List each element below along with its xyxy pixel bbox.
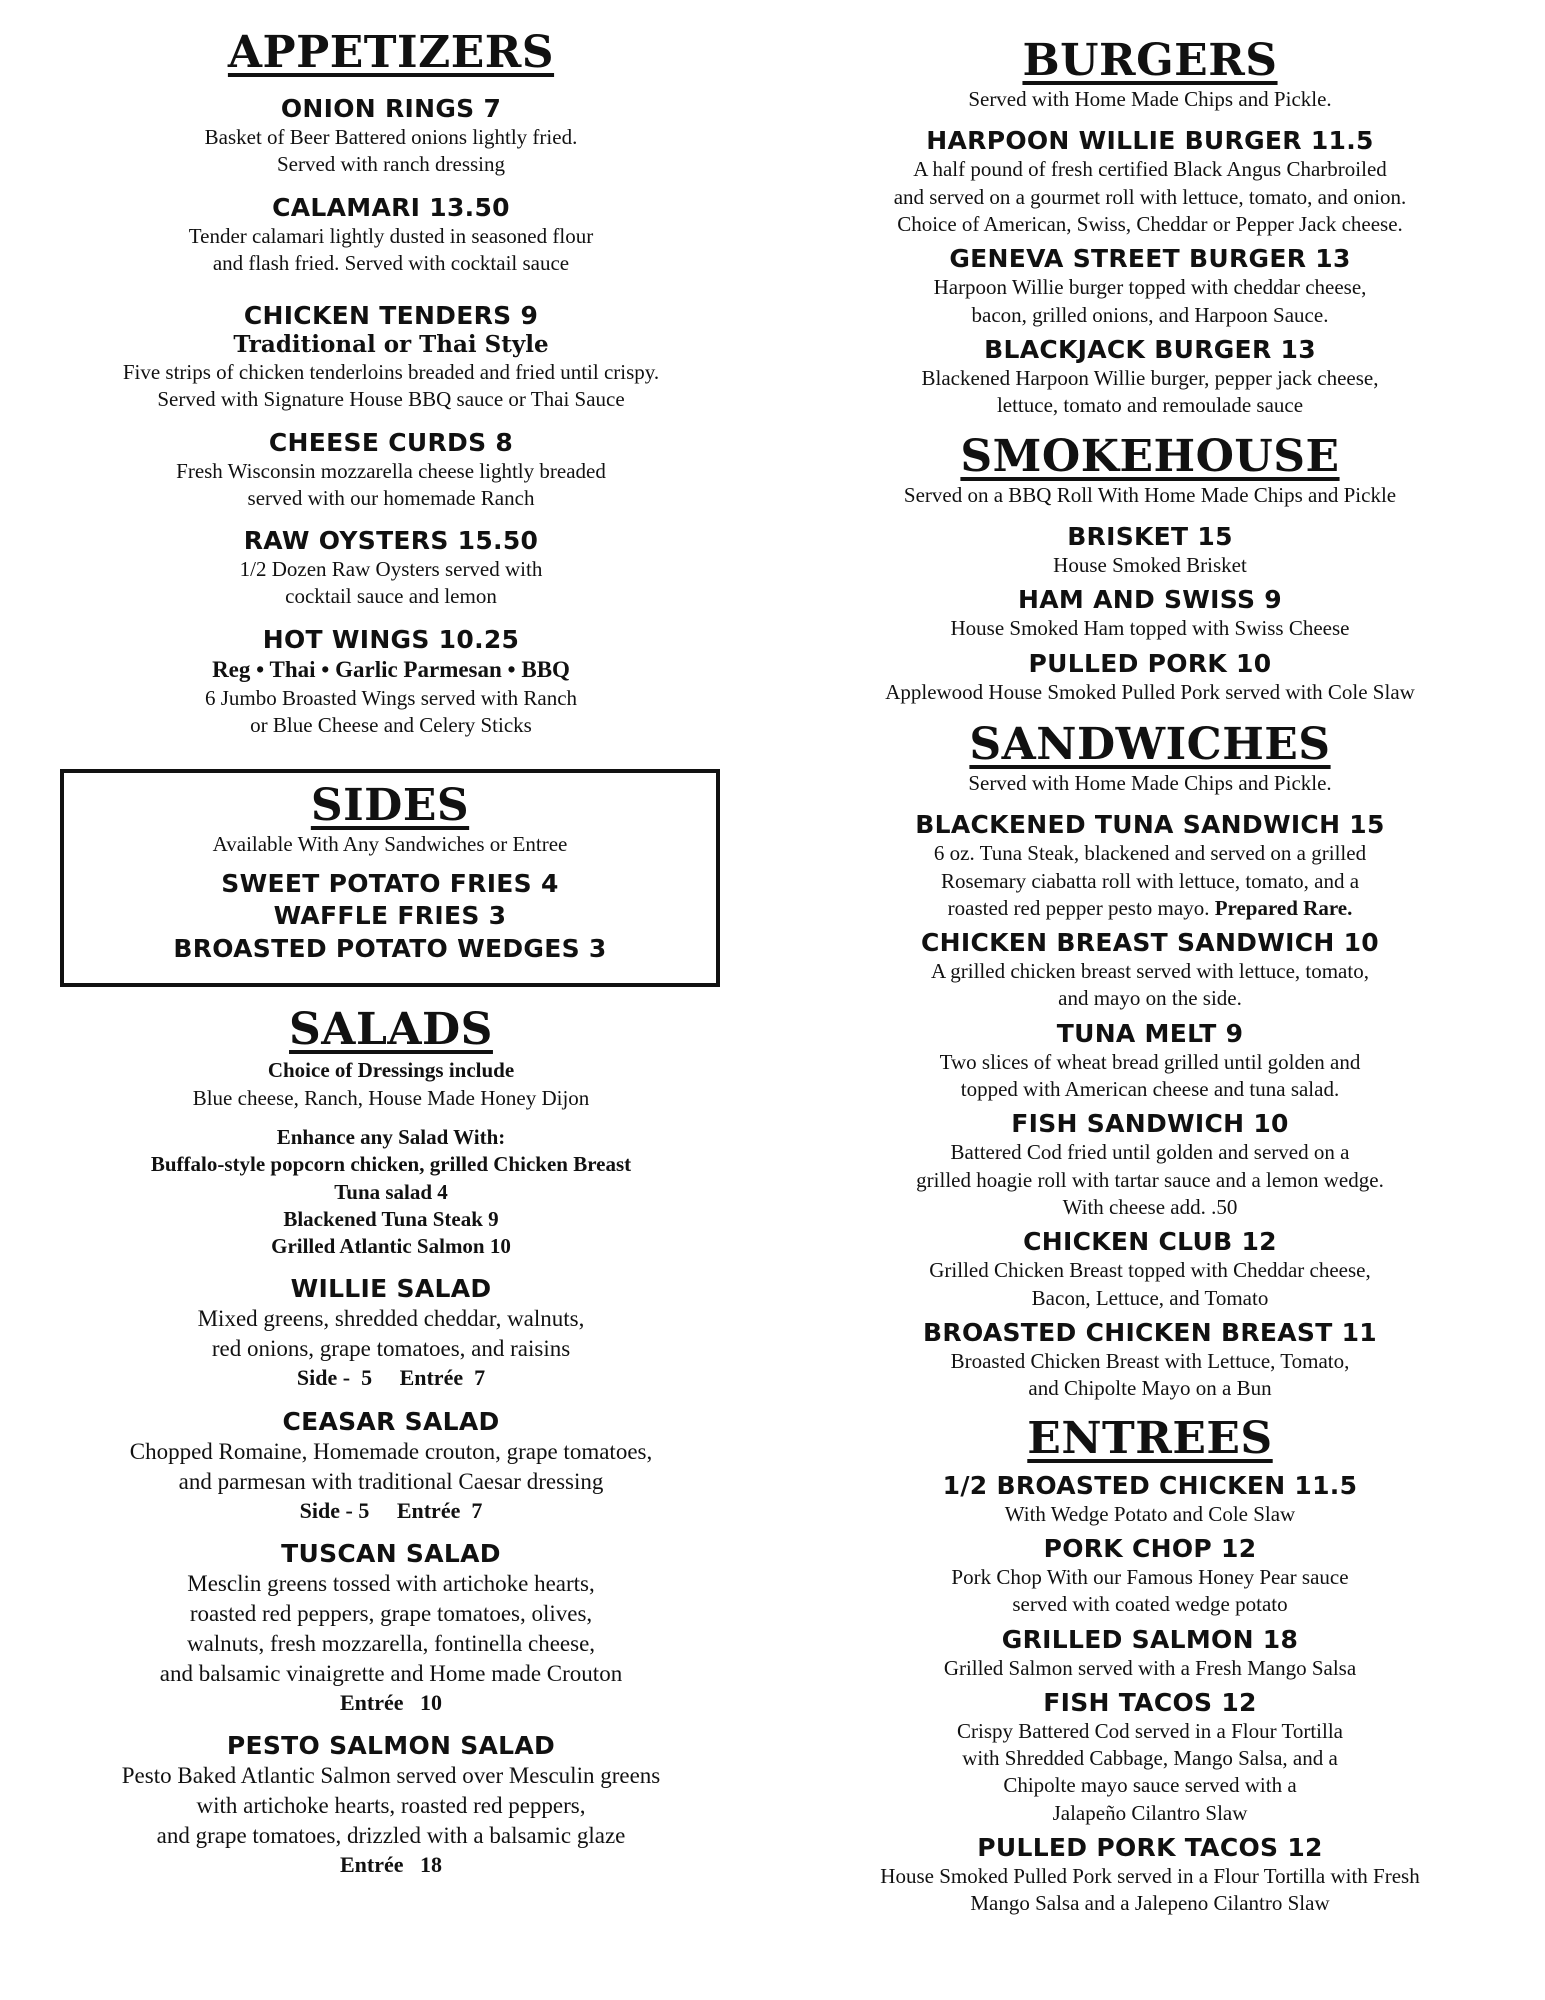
item-desc: Applewood House Smoked Pulled Pork served with Cole Slaw (885, 679, 1415, 704)
sides-subtitle: Available With Any Sandwiches or Entree (212, 832, 568, 857)
burgers-heading: BURGERS (1022, 35, 1278, 86)
item-desc: walnuts, fresh mozzarella, fontinella cheese, (186, 1630, 596, 1656)
enhance-line: Enhance any Salad With: (276, 1124, 506, 1149)
item-desc: House Smoked Ham topped with Swiss Cheese (950, 616, 1350, 641)
item-desc: Mixed greens, shredded cheddar, walnuts, (197, 1306, 585, 1332)
item-title: PORK CHOP 12 (1043, 1533, 1257, 1563)
menu-item-chicken-breast-sandwich (800, 928, 1500, 1013)
item-title: CHICKEN BREAST SANDWICH 10 (921, 928, 1379, 958)
menu-item-tuscan-salad (56, 1539, 726, 1717)
menu-item-brisket (800, 522, 1500, 579)
item-title: BRISKET 15 (1067, 521, 1233, 551)
enhance-line: Grilled Atlantic Salmon 10 (271, 1234, 511, 1259)
item-desc: Crispy Battered Cod served in a Flour Tortilla (957, 1718, 1343, 1743)
menu-item-chicken-club (800, 1227, 1500, 1312)
item-desc: or Blue Cheese and Celery Sticks (250, 712, 532, 737)
appetizers-heading: APPETIZERS (227, 27, 555, 78)
item-desc: Two slices of wheat bread grilled until golden and (939, 1049, 1361, 1074)
item-title: FISH TACOS 12 (1043, 1687, 1257, 1717)
sides-box (60, 769, 720, 987)
item-desc: Chopped Romaine, Homemade crouton, grape tomatoes, (129, 1438, 653, 1464)
item-desc: Harpoon Willie burger topped with cheddar cheese, (933, 275, 1367, 300)
item-desc: House Smoked Brisket (1053, 552, 1247, 577)
item-desc: topped with American cheese and tuna salad. (960, 1077, 1340, 1102)
entrees-heading: ENTREES (1027, 1413, 1273, 1465)
menu-item-half-broasted-chicken (800, 1471, 1500, 1528)
item-desc: Pork Chop With our Famous Honey Pear sauce (951, 1564, 1349, 1589)
sandwiches-subtitle: Served with Home Made Chips and Pickle. (968, 771, 1332, 796)
item-desc: Tender calamari lightly dusted in seasoned flour (188, 223, 594, 248)
item-title: ONION RINGS 7 (280, 94, 502, 124)
item-desc: grilled hoagie roll with tartar sauce and a lemon wedge. (916, 1167, 1384, 1192)
item-desc: Mango Salsa and a Jalepeno Cilantro Slaw (970, 1891, 1330, 1916)
item-desc: Grilled Chicken Breast topped with Cheddar cheese, (929, 1258, 1371, 1283)
menu-item-cheese-curds (56, 428, 726, 513)
item-title: PULLED PORK TACOS 12 (977, 1833, 1323, 1862)
item-desc: With Wedge Potato and Cole Slaw (1004, 1501, 1296, 1526)
appetizers-section (56, 27, 726, 739)
right-column (800, 0, 1500, 1918)
menu-item-blackened-tuna-sandwich (800, 810, 1500, 922)
item-desc: Grilled Salmon served with a Fresh Mango Salsa (943, 1655, 1357, 1680)
menu-item-willie-salad (56, 1274, 726, 1392)
enhance-line: Tuna salad 4 (334, 1179, 448, 1204)
smokehouse-subtitle: Served on a BBQ Roll With Home Made Chips and Pickle (903, 482, 1397, 507)
item-title: HOT WINGS 10.25 (262, 624, 520, 654)
item-title: PESTO SALMON SALAD (226, 1731, 556, 1761)
item-desc: Broasted Chicken Breast with Lettuce, Tomato, (950, 1348, 1350, 1373)
menu-item-chicken-tenders (56, 301, 726, 413)
left-column (56, 0, 726, 1880)
salads-section (56, 1004, 726, 1879)
item-desc-with-note (800, 895, 1500, 922)
item-desc: and served on a gourmet roll with lettuce, tomato, and onion. (893, 184, 1407, 209)
item-desc: and flash fried. Served with cocktail sauce (212, 251, 570, 276)
menu-item-broasted-chicken-breast (800, 1318, 1500, 1403)
item-desc: Jalapeño Cilantro Slaw (1052, 1800, 1248, 1825)
item-title: WILLIE SALAD (290, 1274, 492, 1304)
item-title: RAW OYSTERS 15.50 (243, 526, 539, 556)
item-desc: served with coated wedge potato (1012, 1592, 1288, 1617)
item-desc: With cheese add. .50 (1062, 1194, 1238, 1219)
item-desc: 6 oz. Tuna Steak, blackened and served on a grilled (933, 841, 1367, 866)
item-desc: A half pound of fresh certified Black Angus Charbroiled (913, 157, 1387, 182)
dressings-list: Blue cheese, Ranch, House Made Honey Dijon (192, 1085, 590, 1110)
item-desc: Pesto Baked Atlantic Salmon served over Mesculin greens (121, 1763, 661, 1789)
item-desc: and Chipolte Mayo on a Bun (1028, 1376, 1272, 1401)
item-desc: Fresh Wisconsin mozzarella cheese lightly breaded (176, 458, 606, 483)
menu-item-tuna-melt (800, 1019, 1500, 1104)
item-title: TUSCAN SALAD (281, 1539, 501, 1569)
salads-heading: SALADS (289, 1004, 493, 1056)
item-price: Entrée 18 (339, 1852, 443, 1878)
item-desc: Basket of Beer Battered onions lightly fried. (204, 125, 578, 150)
item-desc: Choice of American, Swiss, Cheddar or Pepper Jack cheese. (897, 212, 1403, 237)
item-subtitle: Reg • Thai • Garlic Parmesan • BBQ (212, 656, 570, 682)
enhance-line: Blackened Tuna Steak 9 (283, 1206, 499, 1231)
burgers-section (800, 35, 1500, 420)
item-desc: A grilled chicken breast served with lettuce, tomato, (931, 959, 1369, 984)
salad-enhancements (56, 1124, 726, 1260)
item-desc: Served with ranch dressing (276, 152, 506, 177)
item-desc: Blackened Harpoon Willie burger, pepper jack cheese, (921, 365, 1379, 390)
item-desc: Five strips of chicken tenderloins breaded and fried until crispy. (122, 359, 660, 384)
item-title: GENEVA STREET BURGER 13 (949, 244, 1351, 274)
item-desc: Bacon, Lettuce, and Tomato (1031, 1285, 1269, 1310)
menu-item-blackjack-burger (800, 335, 1500, 420)
menu-item-calamari (56, 193, 726, 278)
menu-item-pesto-salmon-salad (56, 1731, 726, 1879)
side-item: BROASTED POTATO WEDGES 3 (173, 933, 607, 963)
item-price: Entrée 10 (339, 1689, 443, 1715)
menu-item-ceasar-salad (56, 1407, 726, 1525)
item-title: 1/2 BROASTED CHICKEN 11.5 (942, 1470, 1358, 1500)
enhance-line: Buffalo-style popcorn chicken, grilled Chicken Breast (150, 1152, 632, 1177)
item-title: BROASTED CHICKEN BREAST 11 (923, 1317, 1377, 1347)
item-desc: Served with Signature House BBQ sauce or Thai Sauce (157, 387, 625, 412)
dressings-label: Choice of Dressings include (267, 1058, 515, 1083)
item-desc: Rosemary ciabatta roll with lettuce, tomato, and a (940, 868, 1360, 893)
item-title: FISH SANDWICH 10 (1011, 1109, 1289, 1139)
sandwiches-section (800, 718, 1500, 1403)
item-title: CHEESE CURDS 8 (268, 427, 514, 457)
item-note: Prepared Rare. (1214, 895, 1353, 920)
side-item: WAFFLE FRIES 3 (273, 901, 507, 931)
item-desc: Mesclin greens tossed with artichoke hearts, (187, 1571, 595, 1597)
side-item: SWEET POTATO FRIES 4 (221, 868, 559, 898)
item-title: BLACKJACK BURGER 13 (984, 334, 1316, 364)
smokehouse-section (800, 430, 1500, 706)
menu-item-pulled-pork-tacos (800, 1833, 1500, 1918)
item-title: GRILLED SALMON 18 (1001, 1624, 1299, 1654)
menu-item-grilled-salmon (800, 1625, 1500, 1682)
item-desc: House Smoked Pulled Pork served in a Flour Tortilla with Fresh (880, 1864, 1420, 1888)
menu-item-ham-and-swiss (800, 585, 1500, 642)
item-title: HAM AND SWISS 9 (1018, 585, 1282, 615)
smokehouse-heading: SMOKEHOUSE (960, 430, 1340, 482)
item-desc: red onions, grape tomatoes, and raisins (211, 1336, 571, 1362)
item-title: TUNA MELT 9 (1056, 1018, 1244, 1048)
item-title: HARPOON WILLIE BURGER 11.5 (926, 126, 1374, 156)
item-desc: roasted red pepper pesto mayo. (947, 895, 1210, 920)
entrees-section (800, 1413, 1500, 1917)
item-desc: bacon, grilled onions, and Harpoon Sauce. (971, 302, 1329, 327)
menu-item-fish-sandwich (800, 1109, 1500, 1221)
item-desc: 1/2 Dozen Raw Oysters served with (239, 557, 543, 582)
menu-item-raw-oysters (56, 526, 726, 611)
item-desc: with artichoke hearts, roasted red peppers, (196, 1793, 586, 1819)
item-price: Side - 5 Entrée 7 (299, 1497, 483, 1523)
item-title: PULLED PORK 10 (1028, 648, 1272, 678)
item-desc: and mayo on the side. (1058, 986, 1242, 1011)
menu-item-pulled-pork (800, 649, 1500, 706)
item-desc: served with our homemade Ranch (247, 485, 535, 510)
item-title: BLACKENED TUNA SANDWICH 15 (915, 810, 1385, 840)
menu-item-geneva-street-burger (800, 244, 1500, 329)
item-desc: and balsamic vinaigrette and Home made Crouton (159, 1660, 623, 1686)
item-title: CHICKEN TENDERS 9 (243, 301, 539, 331)
item-desc: and grape tomatoes, drizzled with a balsamic glaze (156, 1823, 626, 1849)
menu-item-pork-chop (800, 1534, 1500, 1619)
menu-item-onion-rings (56, 94, 726, 179)
menu-item-hot-wings (56, 625, 726, 739)
item-desc: and parmesan with traditional Caesar dressing (178, 1468, 604, 1494)
item-desc: Chipolte mayo sauce served with a (1003, 1773, 1297, 1798)
item-desc: cocktail sauce and lemon (285, 584, 497, 609)
item-desc: with Shredded Cabbage, Mango Salsa, and a (962, 1746, 1338, 1771)
item-desc: roasted red peppers, grape tomatoes, olives, (189, 1601, 593, 1627)
sandwiches-heading: SANDWICHES (969, 718, 1331, 770)
item-title: CEASAR SALAD (282, 1406, 500, 1436)
item-desc: 6 Jumbo Broasted Wings served with Ranch (204, 685, 578, 710)
item-desc: Battered Cod fried until golden and served on a (950, 1140, 1350, 1165)
item-subtitle: Traditional or Thai Style (233, 331, 549, 359)
menu-item-harpoon-willie-burger (800, 126, 1500, 238)
sides-heading: SIDES (310, 780, 470, 832)
item-price: Side - 5 Entrée 7 (296, 1365, 486, 1391)
menu-item-fish-tacos (800, 1688, 1500, 1827)
item-desc: lettuce, tomato and remoulade sauce (996, 393, 1304, 418)
item-title: CHICKEN CLUB 12 (1023, 1227, 1277, 1257)
item-title: CALAMARI 13.50 (272, 192, 510, 222)
burgers-subtitle: Served with Home Made Chips and Pickle. (968, 87, 1332, 112)
